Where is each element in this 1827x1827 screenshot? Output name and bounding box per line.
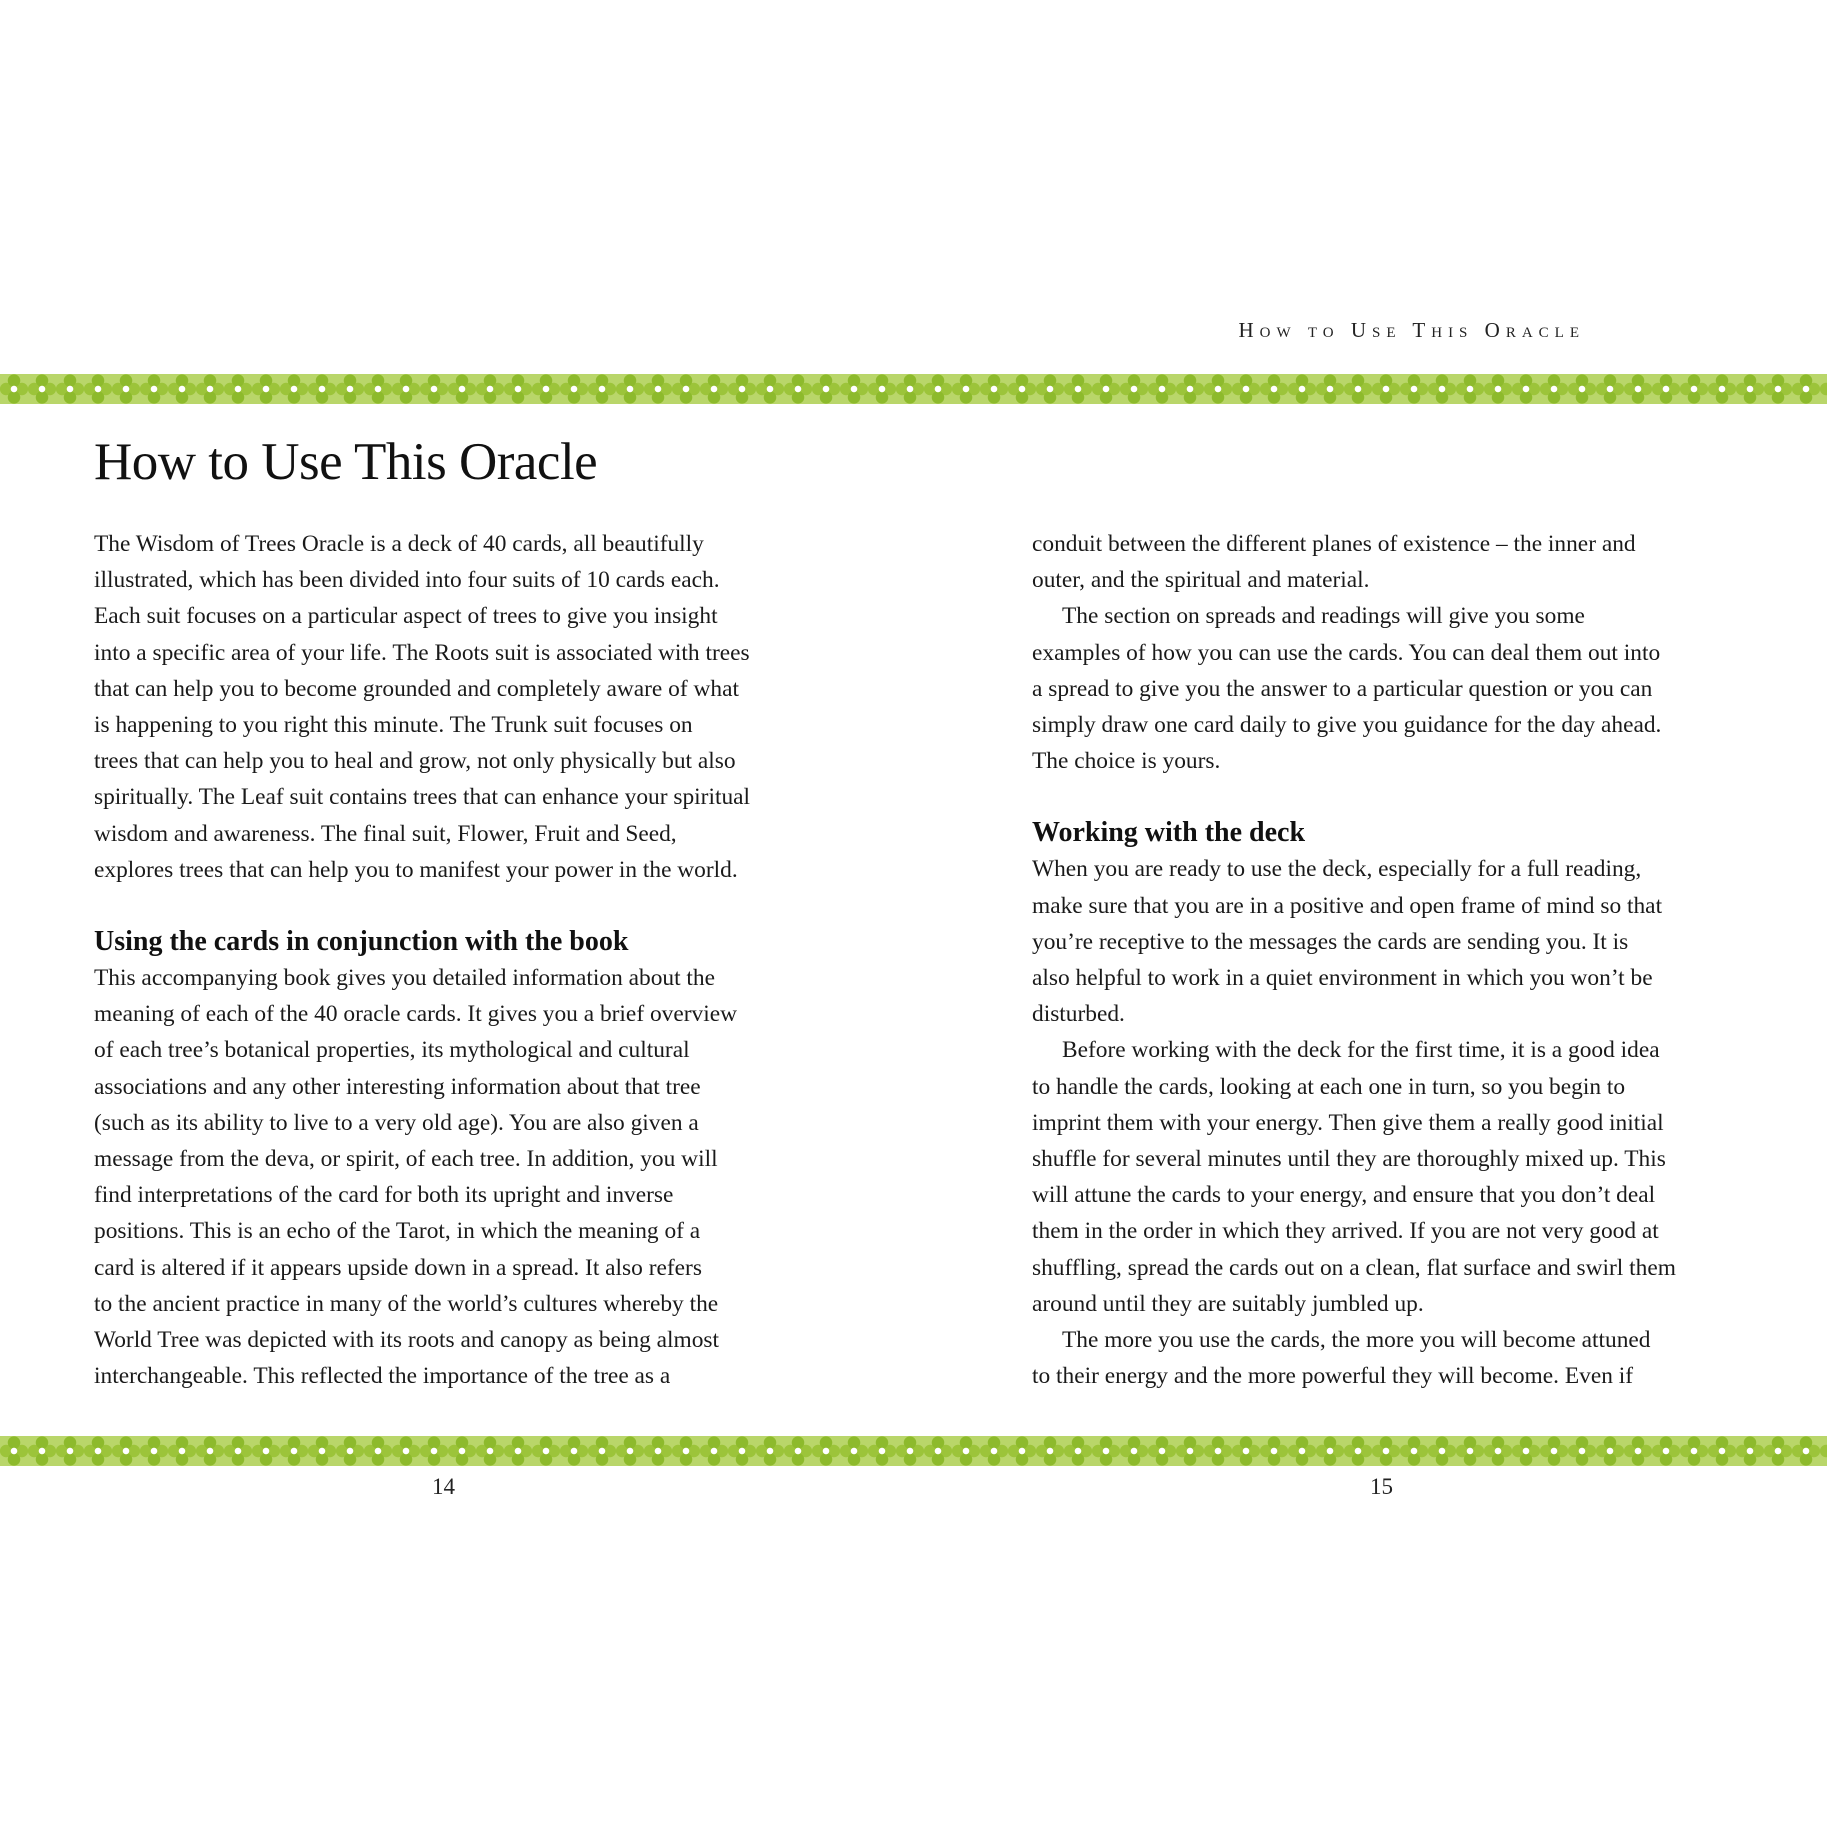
right-page — [1032, 420, 1752, 1394]
text-line: to handle the cards, looking at each one in turn, so you begin to — [1032, 1073, 1626, 1100]
text-line: This accompanying book gives you detailed information about the — [94, 965, 716, 992]
text-line: will attune the cards to your energy, and ensure that you don’t deal — [1032, 1182, 1656, 1209]
text-line: disturbed. — [1032, 1001, 1125, 1028]
text-line: associations and any other interesting information about that tree — [94, 1073, 701, 1100]
text-line: interchangeable. This reflected the importance of the tree as a — [94, 1363, 671, 1390]
text-line: conduit between the different planes of existence – the inner and — [1032, 531, 1636, 557]
text-line: The choice is yours. — [1032, 748, 1221, 775]
running-head: How to Use This Oracle — [1238, 318, 1585, 342]
text-line: explores trees that can help you to manifest your power in the world. — [94, 856, 738, 883]
using-cards-paragraph — [94, 960, 804, 1394]
text-line: Before working with the deck for the first time, it is a good idea — [1062, 1037, 1660, 1064]
text-line: spiritually. The Leaf suit contains trees that can enhance your spiritual — [94, 784, 751, 811]
continued-paragraph — [1032, 526, 1752, 598]
text-line: outer, and the spiritual and material. — [1032, 567, 1370, 594]
text-line: World Tree was depicted with its roots and canopy as being almost — [94, 1327, 720, 1354]
text-line: of each tree’s botanical properties, its mythological and cultural — [94, 1037, 690, 1064]
text-line: to their energy and the more powerful they will become. Even if — [1032, 1363, 1634, 1390]
text-line: wisdom and awareness. The final suit, Flower, Fruit and Seed, — [94, 820, 677, 847]
spreads-paragraph — [1032, 598, 1752, 779]
text-line: find interpretations of the card for both its upright and inverse — [94, 1182, 674, 1209]
text-line: simply draw one card daily to give you guidance for the day ahead. — [1032, 712, 1662, 739]
leaf-border-top — [0, 374, 1827, 404]
text-line: illustrated, which has been divided into four suits of 10 cards each. — [94, 567, 720, 594]
text-line: When you are ready to use the deck, especially for a full reading, — [1032, 856, 1642, 883]
before-paragraph — [1032, 1032, 1752, 1322]
text-line: The section on spreads and readings will give you some — [1062, 603, 1585, 630]
left-page — [94, 420, 804, 1394]
text-line: shuffle for several minutes until they are thoroughly mixed up. This — [1032, 1146, 1666, 1173]
text-line: make sure that you are in a positive and open frame of mind so that — [1032, 892, 1663, 919]
text-line: to the ancient practice in many of the world’s cultures whereby the — [94, 1290, 719, 1317]
text-line: into a specific area of your life. The Roots suit is associated with trees — [94, 639, 750, 666]
text-line: examples of how you can use the cards. You can deal them out into — [1032, 639, 1661, 666]
text-line: The Wisdom of Trees Oracle is a deck of 40 cards, all beautifully — [94, 531, 704, 557]
text-line: a spread to give you the answer to a particular question or you can — [1032, 675, 1653, 702]
text-line: also helpful to work in a quiet environment in which you won’t be — [1032, 965, 1653, 992]
text-line: imprint them with your energy. Then give them a really good initial — [1032, 1109, 1664, 1136]
text-line: you’re receptive to the messages the cards are sending you. It is — [1032, 928, 1629, 955]
text-line: is happening to you right this minute. The Trunk suit focuses on — [94, 712, 693, 739]
text-line: card is altered if it appears upside down in a spread. It also refers — [94, 1254, 702, 1281]
page-title: How to Use This Oracle — [94, 433, 598, 491]
text-line: them in the order in which they arrived. If you are not very good at — [1032, 1218, 1659, 1245]
section-heading-working-deck: Working with the deck — [1032, 817, 1306, 849]
text-line: around until they are suitably jumbled up. — [1032, 1290, 1424, 1317]
text-line: meaning of each of the 40 oracle cards. It gives you a brief overview — [94, 1001, 737, 1028]
page-number-right: 15 — [1370, 1474, 1393, 1499]
text-line: that can help you to become grounded and completely aware of what — [94, 675, 739, 702]
deck-paragraph — [1032, 851, 1752, 1032]
leaf-border-bottom — [0, 1436, 1827, 1466]
more-paragraph — [1032, 1322, 1752, 1394]
text-line: positions. This is an echo of the Tarot, in which the meaning of a — [94, 1218, 701, 1245]
text-line: The more you use the cards, the more you will become attuned — [1062, 1327, 1651, 1354]
text-line: (such as its ability to live to a very old age). You are also given a — [94, 1109, 699, 1136]
text-line: Each suit focuses on a particular aspect of trees to give you insight — [94, 603, 718, 630]
intro-paragraph — [94, 526, 804, 888]
text-line: message from the deva, or spirit, of each tree. In addition, you will — [94, 1146, 718, 1173]
page-number-left: 14 — [432, 1474, 455, 1499]
text-line: trees that can help you to heal and grow, not only physically but also — [94, 748, 736, 775]
section-heading-using-cards: Using the cards in conjunction with the book — [94, 926, 629, 958]
text-line: shuffling, spread the cards out on a clean, flat surface and swirl them — [1032, 1254, 1676, 1281]
